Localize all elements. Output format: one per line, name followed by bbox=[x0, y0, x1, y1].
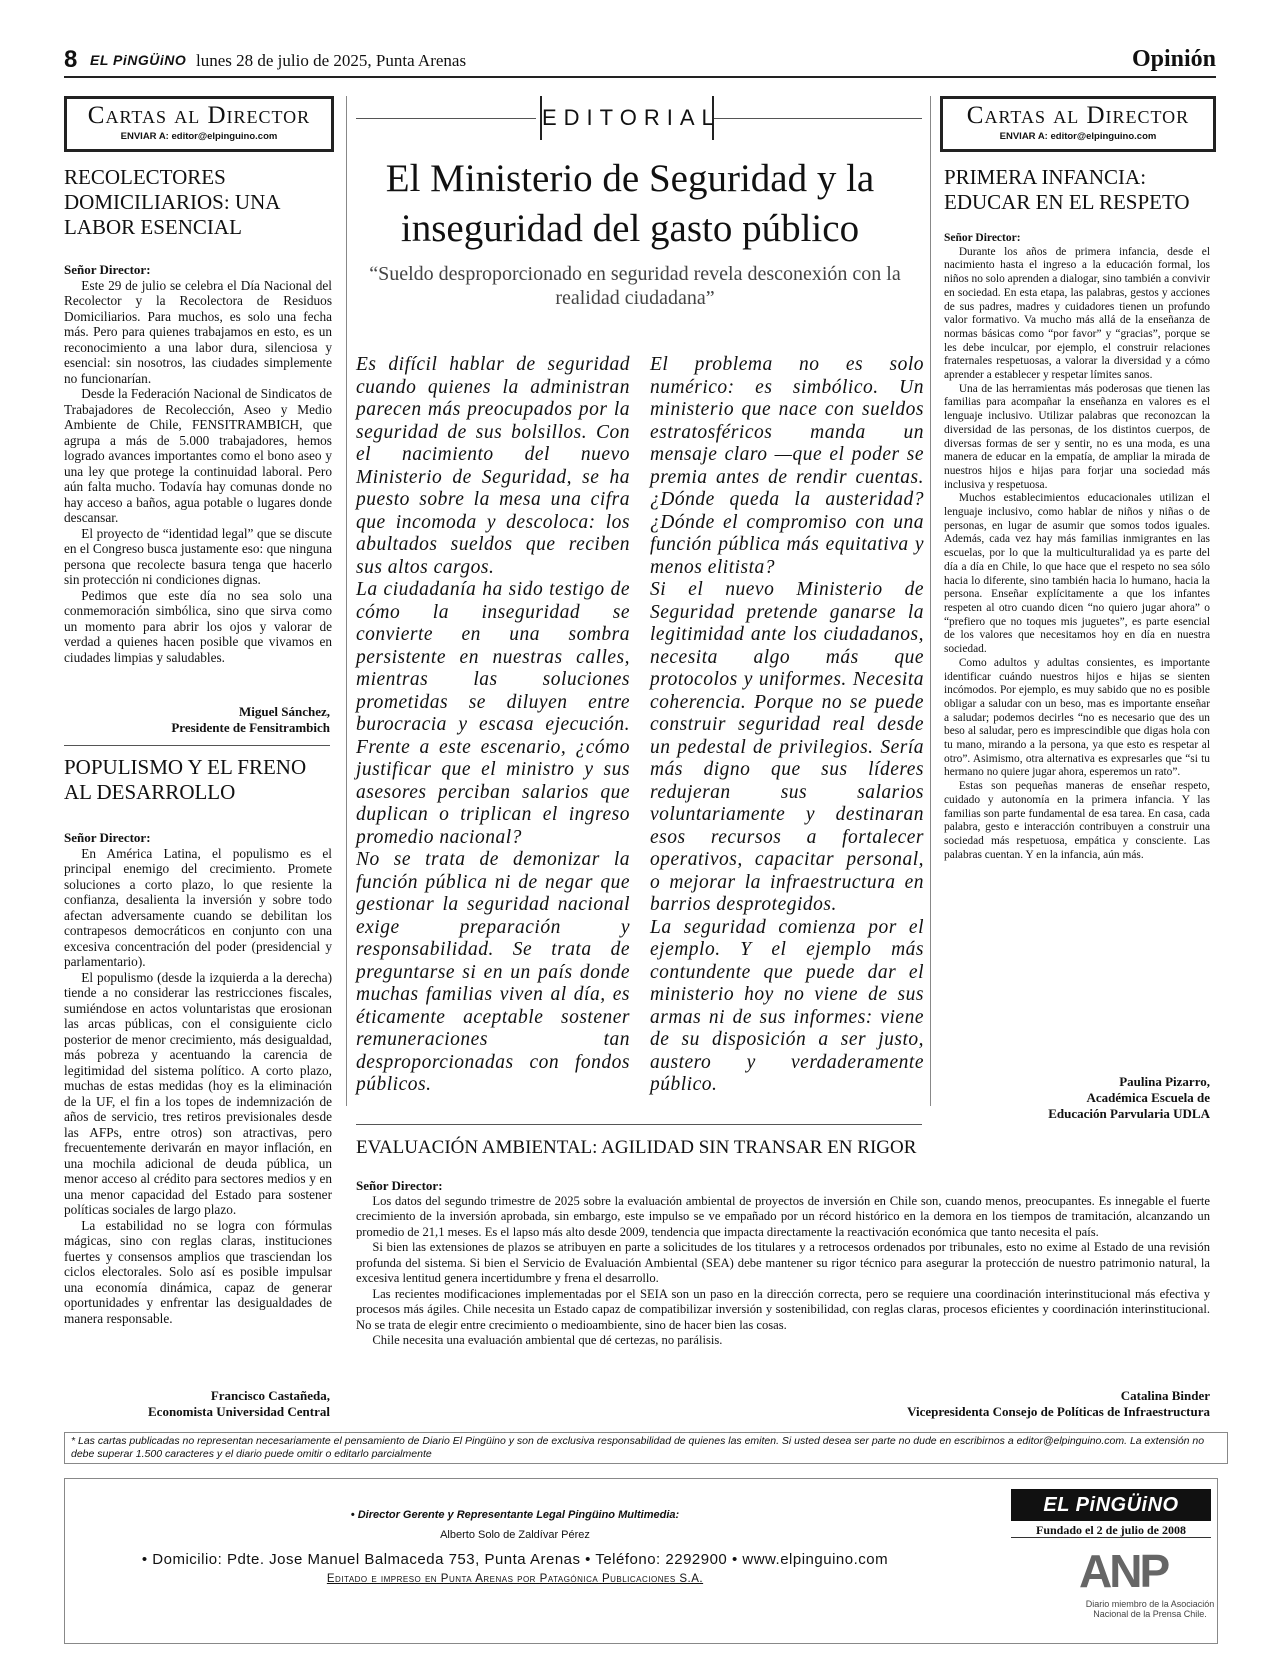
letter2-heading: POPULISMO Y EL FRENO AL DESARROLLO bbox=[64, 755, 307, 804]
letter2-salutation: Señor Director: bbox=[64, 830, 151, 845]
letter3-signature bbox=[944, 1074, 1210, 1122]
date-line: lunes 28 de julio de 2025, Punta Arenas bbox=[196, 51, 467, 70]
divider bbox=[1011, 1537, 1211, 1538]
editorial-label-box bbox=[540, 96, 721, 140]
printed-line: Editado e impreso en Punta Arenas por Patagónica Publicaciones S.A. bbox=[326, 1573, 704, 1585]
imprint-box bbox=[64, 1478, 1218, 1644]
paragraph: Si el nuevo Ministerio de Seguridad pretende ganarse la legitimidad ante los ciudadanos, necesita algo más que protocolos y uniformes. Necesita coherencia. Porque no se puede construir seguridad real desde un pedestal de privilegios. Sería más digno que sus líderes redujeran sus salarios voluntariamente y destinaran esos recursos a fortalecer operativos, capacitar personal, o mejorar la infraestructura en barrios desprotegidos. bbox=[650, 579, 924, 915]
letter4-heading: EVALUACIÓN AMBIENTAL: AGILIDAD SIN TRANSAR EN RIGOR bbox=[356, 1137, 917, 1158]
signature-role: Vicepresidenta Consejo de Políticas de Infraestructura bbox=[907, 1404, 1210, 1419]
editorial-rule-right bbox=[714, 118, 922, 119]
signature-role: Economista Universidad Central bbox=[148, 1404, 330, 1419]
founded-line: Fundado el 2 de julio de 2008 bbox=[1035, 1523, 1187, 1537]
paragraph: La ciudadanía ha sido testigo de cómo la inseguridad se convierte en una sombra persistente en nuestras calles, mientras las soluciones prometidas se diluyen entre burocracia y escasa ejecución. Frente a este escenario, ¿cómo justificar que el ministro y sus asesores perciban salarios que duplican o triplican el ingreso promedio nacional? bbox=[356, 579, 630, 848]
page-number: 8 bbox=[64, 46, 78, 73]
paragraph: La seguridad comienza por el ejemplo. Y el ejemplo más contundente que puede dar el ministerio hoy no viene de sus armas ni de sus informes: viene de su disposición a ser justo, austero y verdaderamente público. bbox=[650, 916, 924, 1095]
paragraph: Durante los años de primera infancia, desde el nacimiento hasta el ingreso a la educación formal, los niños no solo aprenden a dialogar, sino también a convivir en sociedad. En esta etapa, las palabras, gestos y acciones de sus padres, madres y cuidadores tienen un profundo valor formativo. Va mucho más allá de la enseñanza de normas básicas como “por favor” y “gracias”, porque se les debe inculcar, por ejemplo, el construir relaciones fraternales respetuosas, a valorar la diversidad y a cómo aprender a establecer y respetar límites sanos. bbox=[944, 245, 1210, 382]
letter3-body bbox=[944, 232, 1210, 862]
editorial-title: El Ministerio de Seguridad y la inseguridad del gasto público bbox=[385, 157, 875, 250]
signature-role: Académica Escuela de bbox=[1086, 1090, 1210, 1105]
paragraph: Chile necesita una evaluación ambiental que dé certezas, no parálisis. bbox=[372, 1333, 723, 1347]
anp-caption-line: Nacional de la Prensa Chile. bbox=[1093, 1609, 1207, 1619]
cartas-email[interactable]: ENVIAR A: editor@elpinguino.com bbox=[999, 131, 1157, 142]
divider bbox=[64, 745, 330, 746]
paragraph: Es difícil hablar de seguridad cuando quienes la administran parecen más preocupados por la seguridad de sus bolsillos. Con el nacimiento del nuevo Ministerio de Seguridad, se ha puesto sobre la mesa una cifra que incomoda y descoloca: los abultados sueldos que reciben sus altos cargos. bbox=[356, 354, 630, 578]
signature-name: Francisco Castañeda, bbox=[210, 1388, 330, 1403]
letter1-signature bbox=[64, 704, 330, 736]
anp-caption-line: Diario miembro de la Asociación bbox=[1085, 1599, 1215, 1609]
section-title: Opinión bbox=[1131, 46, 1216, 72]
anp-caption bbox=[1075, 1599, 1225, 1619]
signature-role: Educación Parvularia UDLA bbox=[1048, 1106, 1210, 1121]
director-title: • Director Gerente y Representante Legal Pingüino Multimedia: bbox=[350, 1509, 680, 1521]
paragraph: El problema no es solo numérico: es simbólico. Un ministerio que nace con sueldos estratosféricos manda un mensaje claro —que el poder se premia antes de rendir cuentas. ¿Dónde queda la austeridad? ¿Dónde el compromiso con una función pública más equitativa y menos elitista? bbox=[650, 354, 924, 578]
paragraph: Muchos establecimientos educacionales utilizan el lenguaje inclusivo, como hablar de niños y niñas o de personas, en lugar de asumir que somos todos iguales. Además, cada vez hay más familias inmigrantes en las escuelas, por lo que la multiculturalidad ya es parte del día a día en Chile, lo que hace que el respeto no sea sólo hacia lo diferente, sino también hacia lo humano, hacia la persona. Enseñar explícitamente a que los infantes respeten al otro cuando dicen “no quiero jugar ahora” o “prefiero que no toques mis juguetes”, es parte esencial de los valores que necesitamos hoy en día en nuestra sociedad. bbox=[944, 492, 1210, 656]
letter1-heading: RECOLECTORES DOMICILIARIOS: UNA LABOR ESENCIAL bbox=[64, 165, 280, 239]
cartas-email[interactable]: ENVIAR A: editor@elpinguino.com bbox=[120, 131, 278, 142]
paragraph: Desde la Federación Nacional de Sindicatos de Trabajadores de Recolección, Aseo y Medio Ambiente de Chile, FENSITRAMBICH, que agrupa a más de 5.000 trabajadores, hemos logrado avances importantes como el bono aseo y una ley que protege la continuidad laboral. Pero aún falta mucho. Todavía hay comunas donde no hay acceso a baños, agua potable o lugares donde descansar. bbox=[64, 386, 332, 525]
signature-name: Paulina Pizarro, bbox=[1119, 1074, 1210, 1089]
signature-role: Presidente de Fensitrambich bbox=[171, 720, 330, 735]
cartas-title: Cartas al Director bbox=[966, 102, 1190, 129]
signature-name: Catalina Binder bbox=[1120, 1388, 1210, 1403]
masthead-logo: EL PiNGÜiNO bbox=[90, 52, 187, 68]
letter4-salutation: Señor Director: bbox=[356, 1178, 443, 1193]
paragraph: Una de las herramientas más poderosas que tienen las familias para acompañar la enseñanza en valores es el lenguaje inclusivo. Utilizar palabras que reconozcan la diversidad de las personas, de los distintos cuerpos, de diversas formas de ser y sentir, no es una moda, es una manera de educar en la empatía, de ampliar la mirada de nuestros hijos e hijas para forjar una sociedad más inclusiva y respetuosa. bbox=[944, 382, 1210, 491]
divider bbox=[356, 1124, 922, 1125]
address-line: • Domicilio: Pdte. Jose Manuel Balmaceda 753, Punta Arenas • Teléfono: 2292900 • www.elpinguino.com bbox=[141, 1551, 889, 1568]
editorial-label: EDITORIAL bbox=[542, 105, 721, 130]
paragraph: Las recientes modificaciones implementadas por el SEIA son un paso en la dirección correcta, pero se requiere una coordinación interinstitucional más efectiva y procesos más ágiles. Chile necesita un Estado capaz de compatibilizar inversión y sostenibilidad, con reglas claras, procesos eficientes y coordinación interinstitucional. No se trata de elegir entre crecimiento o medioambiente, sino de hacer bien las cosas. bbox=[356, 1286, 1210, 1332]
editorial-column-1 bbox=[356, 354, 630, 1097]
letter1-body bbox=[64, 262, 332, 665]
editorial-rule-left bbox=[356, 118, 536, 119]
paragraph: Como adultos y adultas consientes, es importante identificar cuándo nuestros hijos e hijas se sienten incómodos. Por ejemplo, es muy sabido que no es posible obligar a saludar con un beso, mas es importante enseñar a saludar; podemos decirles “no es necesario que des un beso al saludar, pero es imprescindible que digas hola con tu mano, mirando a la persona, ya que esto es respetar al otro”. Asimismo, otra alternativa es expresarles que “si tu hermano no quiere jugar ahora, esperemos un rato”. bbox=[944, 656, 1210, 779]
letter1-salutation: Señor Director: bbox=[64, 262, 151, 277]
footer-logo-box bbox=[1011, 1489, 1211, 1521]
paragraph: Estas son pequeñas maneras de enseñar respeto, cuidado y autonomía en la primera infancia. Y las familias son parte fundamental de esa tarea. En casa, cada palabra, gesto e interacción contribuyen a construir una sociedad más respetuosa, empática y consciente. Las palabras cuentan. Y en la infancia, aún más. bbox=[944, 780, 1210, 861]
anp-logo: ANP bbox=[1079, 1545, 1168, 1597]
letter4-signature bbox=[720, 1388, 1210, 1420]
paragraph: Los datos del segundo trimestre de 2025 sobre la evaluación ambiental de proyectos de inversión en Chile son, cuando menos, preocupantes. Es innegable el fuerte crecimiento de la inversión aprobada, sin embargo, este impulso se ve empañado por un récord histórico en la demora en los tiempos de tramitación, alcanzando un promedio de 21,1 meses. Es el lapso más alto desde 2009, tendencia que impacta directamente la reactivación económica que tanto necesita el país. bbox=[356, 1193, 1210, 1239]
director-name: Alberto Solo de Zaldívar Pérez bbox=[440, 1529, 590, 1541]
letter2-signature bbox=[64, 1388, 330, 1420]
paragraph: El proyecto de “identidad legal” que se discute en el Congreso busca justamente eso: que ninguna persona que recolecte basura tenga que hacerlo sin protección ni condiciones dignas. bbox=[64, 525, 332, 587]
letter3-heading: PRIMERA INFANCIA: EDUCAR EN EL RESPETO bbox=[944, 165, 1190, 214]
signature-name: Miguel Sánchez, bbox=[239, 704, 330, 719]
letter4-body bbox=[356, 1178, 1210, 1349]
letter3-salutation: Señor Director: bbox=[944, 232, 1021, 244]
paragraph: El populismo (desde la izquierda a la derecha) tiende a no considerar las restricciones fiscales, sumiéndose en actos voluntaristas que erosionan las arcas públicas, con el consiguiente ciclo posterior de menor crecimiento, más desigualdad, más pobreza y acentuando la carencia de legitimidad del sistema político. A corto plazo, muchas de estas medidas (hoy es la eliminación de la UF, el fin a los topes de indemnización de años de servicio, tres retiros previsionales desde las AFPs, entre otros) son atractivas, pero frecuentemente derivarán en mayor inflación, en una mochila adicional de deuda pública, un menor acceso al crédito para sectores medios y en una menor capacidad del Estado para sostener políticas sociales de largo plazo. bbox=[64, 969, 332, 1217]
page-header bbox=[64, 46, 1216, 78]
footer-logo: EL PiNGÜiNO bbox=[1043, 1494, 1179, 1516]
paragraph: La estabilidad no se logra con fórmulas mágicas, sino con reglas claras, instituciones fuertes y consensos amplios que trasciendan los ciclos electorales. Solo así es posible impulsar una economía dinámica, capaz de generar oportunidades y enfrentar las desigualdades de manera responsable. bbox=[64, 1217, 332, 1326]
cartas-title: Cartas al Director bbox=[87, 102, 311, 129]
paragraph: Este 29 de julio se celebra el Día Nacional del Recolector y la Recolectora de Residuos Domiciliarios. Para muchos, es solo una fecha más. Pero para quienes trabajamos en esto, es un reconocimiento a una labor dura, silenciosa y esencial: sin nosotros, las ciudades simplemente no funcionarían. bbox=[64, 277, 332, 386]
editorial-column-2 bbox=[650, 354, 924, 1097]
paragraph: Si bien las extensiones de plazos se atribuyen en parte a solicitudes de los titulares y a retrocesos ordenados por tribunales, esto no exime al Estado de una revisión profunda del sistema. Si bien el Servicio de Evaluación Ambiental (SEA) debe mantener su rigor técnico para asegurar la protección de nuestro patrimonio natural, la excesiva lentitud genera incertidumbre y frena el desarrollo. bbox=[356, 1240, 1210, 1285]
disclaimer-note: * Las cartas publicadas no representan necesariamente el pensamiento de Diario El Pingüino y son de exclusiva responsabilidad de quienes las emiten. Si usted desea ser parte no dude en escribirnos a editor@elpinguino.com. La extensión no debe superar 1.500 caracteres y el diario puede omitir o editarlo parcialmente bbox=[64, 1432, 1228, 1464]
paragraph: En América Latina, el populismo es el principal enemigo del crecimiento. Promete soluciones a corto plazo, lo que resiente la confianza, desalienta la inversión y sobre todo afectan adversamente cuando se debilitan los contrapesos democráticos en conjunto con una excesiva concentración del poder (presidencial y parlamentario). bbox=[64, 845, 332, 969]
editorial-subtitle: “Sueldo desproporcionado en seguridad revela desconexión con la realidad ciudadana” bbox=[369, 263, 901, 309]
column-rule bbox=[930, 96, 931, 1106]
paragraph: No se trata de demonizar la función pública ni de negar que gestionar la seguridad nacional exige preparación y responsabilidad. Se trata de preguntarse si en un país donde muchas familias viven al día, es éticamente aceptable sostener remuneraciones tan desproporcionadas con fondos públicos. bbox=[356, 849, 630, 1095]
letter2-body bbox=[64, 830, 332, 1326]
paragraph: Pedimos que este día no sea solo una conmemoración simbólica, sino que sirva como un momento para abrir los ojos y valorar de verdad a quienes hacen posible que vivamos en ciudades limpias y saludables. bbox=[64, 587, 332, 665]
cartas-box-left bbox=[64, 96, 334, 152]
cartas-box-right bbox=[940, 96, 1216, 152]
